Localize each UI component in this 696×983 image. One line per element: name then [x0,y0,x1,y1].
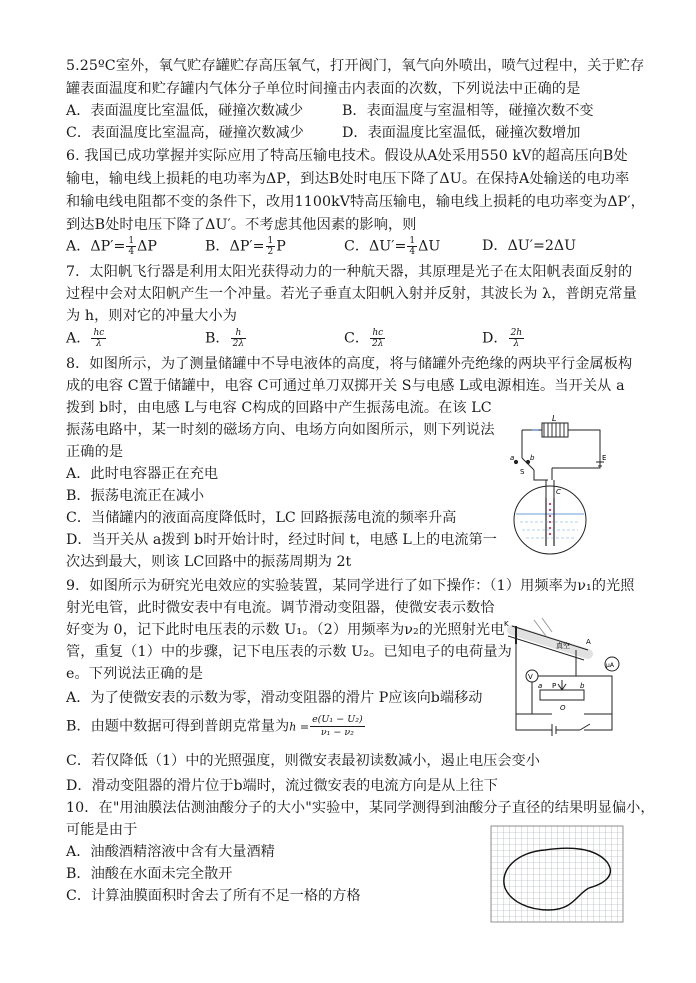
q9-fig-label-o: O [560,704,566,712]
q10-oil-film-grid-figure [491,826,623,922]
q7-d-prefix: D． [482,330,508,347]
q8-stem-line-5: 正确的是 [66,444,124,460]
q6-a-num: 1 [128,236,135,246]
q10-option-a: A．油酸酒精溶液中含有大量酒精 [66,844,275,860]
q7-option-d [482,328,525,349]
q7-d-fraction [509,328,525,349]
q9-stem-line-3: 好变为 0，记下此时电压表的示数 U₁。（2）用频率为ν₂的光照射光电 [66,622,505,638]
q6-b-suffix: P [276,238,286,255]
q7-option-a [66,328,107,349]
q6-stem-line-1: 6. 我国已成功掌握并实际应用了特高压输电技术。假设从A处采用550 kV的超高压向B处 [66,148,628,164]
q6-option-a [66,236,157,257]
q8-fig-label-a: a [510,454,515,462]
q8-option-c: C．当储罐内的液面高度降低时，LC 回路振荡电流的频率升高 [66,510,457,526]
q8-fig-label-b: b [530,454,535,462]
q9-b-prefix: B．由题中数据可得到普朗克常量为 [66,718,290,735]
q6-stem-line-3: 和输电线电阻都不变的条件下，改用1100kV特高压输电，输电线上损耗的电功率变为ΔP′， [66,194,645,210]
q5-stem-line-1: 5.25ºC室外，氧气贮存罐贮存高压氧气，打开阀门，氧气向外喷出，喷气过程中，关于贮存 [66,58,645,74]
q9-b-h: h = [289,720,310,734]
q6-a-prefix: A．ΔP′= [66,238,126,255]
q6-a-suffix: ΔP [137,238,157,255]
q9-option-a: A．为了使微安表的示数为零，滑动变阻器的滑片 P应该向b端移动 [66,690,483,706]
q9-photoelectric-figure [494,614,622,746]
q6-option-d: D．ΔU′=2ΔU [482,238,577,254]
q8-option-a: A．此时电容器正在充电 [66,466,219,482]
q5-option-c: C．表面温度比室温高，碰撞次数减少 [66,125,304,141]
q7-b-den: 2λ [232,339,245,349]
q8-lc-tank-figure [500,414,610,558]
q6-a-fraction [126,236,136,257]
q10-stem-line-1: 10．在"用油膜法估测油酸分子的大小"实验中，某同学测得到油酸分子直径的结果明显偏小， [66,800,655,816]
q9-stem-line-4: 管，重复（1）中的步骤，记下电压表的示数 U₂。已知电子的电荷量为 [66,644,512,660]
q6-stem-line-2: 输电，输电线上损耗的电功率为ΔP，到达B处时电压下降了ΔU。在保持A处输送的电功率 [66,171,630,187]
q7-stem-line-2: 过程中会对太阳帆产生一个冲量。若光子垂直太阳帆入射并反射，其波长为 λ，普朗克常量 [66,286,637,302]
q7-a-prefix: A． [66,330,91,347]
q6-c-den: 4 [409,247,416,257]
q5-option-a: A．表面温度比室温低，碰撞次数减少 [66,103,304,119]
q9-option-c: C．若仅降低（1）中的光照强度，则微安表最初读数减小，遏止电压会变小 [66,753,540,769]
q9-stem-line-2: 射光电管，此时微安表中有电流。调节滑动变阻器，使微安表示数恰 [66,600,495,616]
q7-a-num: hc [93,328,105,338]
q9-fig-label-a-electrode: A [586,638,591,646]
q6-option-c [344,236,440,257]
q9-fig-label-b-end: b [580,682,585,690]
q5-stem-line-2: 罐表面温度和贮存罐内气体分子单位时间撞击内表面的次数，下列说法中正确的是 [66,81,581,97]
q7-c-num: hc [370,328,385,339]
q5-option-b: B．表面温度与室温相等，碰撞次数不变 [342,103,594,119]
q7-c-prefix: C． [344,330,370,347]
q8-fig-label-c: C [556,488,561,496]
q6-c-suffix: ΔU [418,238,441,255]
q9-fig-label-a-end: a [538,682,543,690]
q9-b-den: ν₁ − ν₂ [320,727,354,738]
q6-b-fraction [266,236,276,257]
q6-b-den: 2 [267,247,274,257]
q9-fig-label-ua: μA [606,662,614,669]
q7-c-den: 2λ [372,339,384,349]
q9-b-num: e(U₁ − U₂) [312,714,363,725]
q7-b-prefix: B． [205,330,230,347]
q8-stem-line-1: 8．如图所示，为了测量储罐中不导电液体的高度，将与储罐外壳绝缘的两块平行金属板构 [66,356,633,372]
q10-option-c: C．计算油膜面积时舍去了所有不足一格的方格 [66,888,361,904]
q7-d-den: λ [513,339,520,349]
q6-b-num: 1 [267,236,274,246]
q8-fig-label-l: L [552,414,557,423]
q8-stem-line-2: 成的电容 C置于储罐中，电容 C可通过单刀双掷开关 S与电感 L或电源相连。当开关从 a [66,378,625,394]
q7-c-fraction [370,328,385,349]
q6-b-prefix: B．ΔP′= [205,238,265,255]
q9-fig-label-k: K [504,620,509,628]
q6-option-b [205,236,286,257]
q7-b-num: h [231,328,246,339]
q7-a-den: λ [96,339,102,349]
q9-fig-label-vacuum: 真空 [556,642,570,650]
q7-option-c [344,328,386,349]
q8-stem-line-3: 拨到 b时，由电感 L与电容 C构成的回路中产生振荡电流。在该 LC [66,400,492,416]
q6-c-fraction [407,236,417,257]
q9-stem-line-1: 9．如图所示为研究光电效应的实验装置，某同学进行了如下操作：（1）用频率为ν₁的光照 [66,578,635,594]
q8-fig-label-e: E [602,454,607,462]
q10-stem-line-2: 可能是由于 [66,822,138,838]
q9-b-fraction [310,714,365,739]
q9-fig-label-p: P [552,682,557,690]
q10-option-b: B．油酸在水面未完全散开 [66,866,233,882]
q9-option-d: D．滑动变阻器的滑片位于b端时，流过微安表的电流方向是从上往下 [66,778,498,794]
q7-b-fraction [231,328,246,349]
q7-stem-line-3: 为 h，则对它的冲量大小为 [66,308,238,324]
q6-stem-line-4: 到达B处时电压下降了ΔU′。不考虑其他因素的影响，则 [66,217,417,233]
q8-option-b: B．振荡电流正在减小 [66,488,205,504]
q9-option-b [66,714,366,739]
q9-fig-label-v: V [528,673,533,681]
q8-option-d-line-1: D．当开关从 a拨到 b时开始计时，经过时间 t，电感 L上的电流第一 [66,532,497,548]
q7-d-num: 2h [510,328,523,338]
q9-stem-line-5: e。下列说法正确的是 [66,666,204,682]
q7-stem-line-1: 7．太阳帆飞行器是利用太阳光获得动力的一种航天器，其原理是光子在太阳帆表面反射的 [66,264,633,280]
q7-a-fraction [91,328,106,349]
q6-c-prefix: C．ΔU′= [344,238,407,255]
q6-c-num: 1 [409,236,416,246]
q5-option-d: D．表面温度比室温低，碰撞次数增加 [342,125,581,141]
q8-stem-line-4: 振荡电路中，某一时刻的磁场方向、电场方向如图所示，则下列说法 [66,422,495,438]
q8-option-d-line-2: 次达到最大，则该 LC回路中的振荡周期为 2t [66,554,352,570]
q8-fig-label-s: S [520,468,525,476]
q6-a-den: 4 [128,247,135,257]
q7-option-b [205,328,247,349]
